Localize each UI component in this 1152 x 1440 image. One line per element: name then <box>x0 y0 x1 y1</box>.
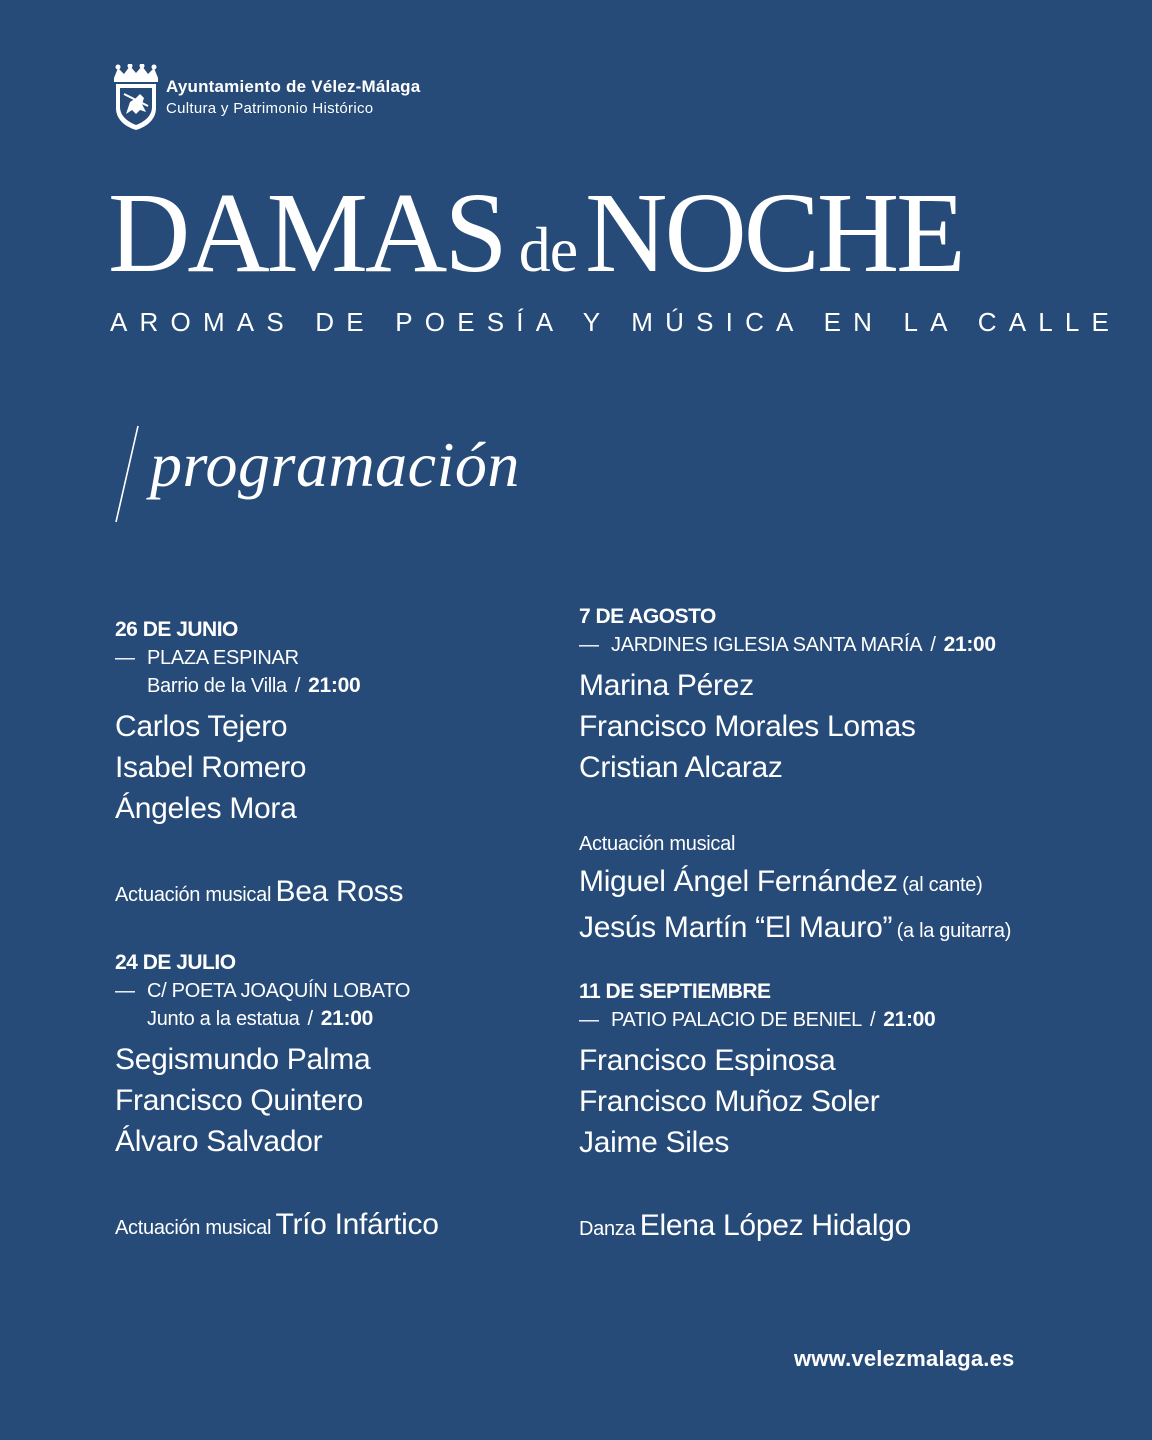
event-block-july <box>115 949 615 1250</box>
musical-performer: Jesús Martín “El Mauro” (a la guitarra) <box>579 911 1012 944</box>
performance-label: Actuación musical <box>579 833 736 855</box>
event-venue: — PLAZA ESPINAR <box>115 647 299 669</box>
performer-name: Bea Ross <box>275 875 404 908</box>
event-venue: — PATIO PALACIO DE BENIEL / 21:00 <box>579 1008 936 1031</box>
event-block-june <box>115 616 615 917</box>
event-date: 7 DE AGOSTO <box>579 605 716 628</box>
poet-name: Marina Pérez <box>579 669 754 702</box>
title-connector: de <box>518 214 578 285</box>
event-time: 21:00 <box>308 674 361 697</box>
event-venue-detail: Junto a la estatua / 21:00 <box>147 1007 373 1030</box>
performer-name: Elena López Hidalgo <box>639 1209 911 1242</box>
event-date: 26 DE JUNIO <box>115 618 238 641</box>
poet-name: Francisco Morales Lomas <box>579 710 916 743</box>
organization-name: Ayuntamiento de Vélez-Málaga <box>166 77 421 96</box>
event-date: 11 DE SEPTIEMBRE <box>579 980 771 1003</box>
event-venue-detail: Barrio de la Villa / 21:00 <box>147 674 361 697</box>
musical-performance: Actuación musical Trío Infártico <box>115 1208 439 1241</box>
poet-name: Cristian Alcaraz <box>579 751 783 784</box>
poet-name: Francisco Espinosa <box>579 1044 836 1077</box>
event-block-august <box>579 603 1099 953</box>
event-subtitle: AROMAS DE POESÍA Y MÚSICA EN LA CALLE <box>110 307 1122 337</box>
musical-performance: Actuación musical Bea Ross <box>115 875 404 908</box>
poet-name: Carlos Tejero <box>115 710 288 743</box>
title-part-damas: DAMAS <box>108 169 505 296</box>
organization-department: Cultura y Patrimonio Histórico <box>166 100 374 117</box>
coat-of-arms-icon <box>110 64 162 132</box>
poet-name: Ángeles Mora <box>115 792 297 825</box>
poet-name: Isabel Romero <box>115 751 307 784</box>
website-link[interactable]: www.velezmalaga.es <box>794 1346 1015 1371</box>
musical-performer: Miguel Ángel Fernández (al cante) <box>579 865 983 898</box>
event-venue: — C/ POETA JOAQUÍN LOBATO <box>115 980 411 1002</box>
event-time: 21:00 <box>320 1007 373 1030</box>
slash-divider-icon <box>112 424 142 524</box>
poet-name: Francisco Muñoz Soler <box>579 1085 880 1118</box>
dance-performance: Danza Elena López Hidalgo <box>579 1209 911 1242</box>
performer-role: (al cante) <box>902 874 983 896</box>
event-time: 21:00 <box>943 633 996 656</box>
poet-name: Segismundo Palma <box>115 1043 371 1076</box>
poet-name: Álvaro Salvador <box>115 1125 323 1158</box>
poet-name: Francisco Quintero <box>115 1084 364 1117</box>
event-title <box>108 169 1048 296</box>
event-block-september <box>579 978 1079 1251</box>
event-time: 21:00 <box>883 1008 936 1031</box>
performer-name: Trío Infártico <box>275 1208 439 1241</box>
poet-name: Jaime Siles <box>579 1126 730 1159</box>
section-heading: programación <box>150 429 520 500</box>
event-date: 24 DE JULIO <box>115 951 236 974</box>
event-venue: — JARDINES IGLESIA SANTA MARÍA / 21:00 <box>579 633 996 656</box>
title-part-noche: NOCHE <box>585 169 963 296</box>
performer-role: (a la guitarra) <box>896 920 1012 942</box>
